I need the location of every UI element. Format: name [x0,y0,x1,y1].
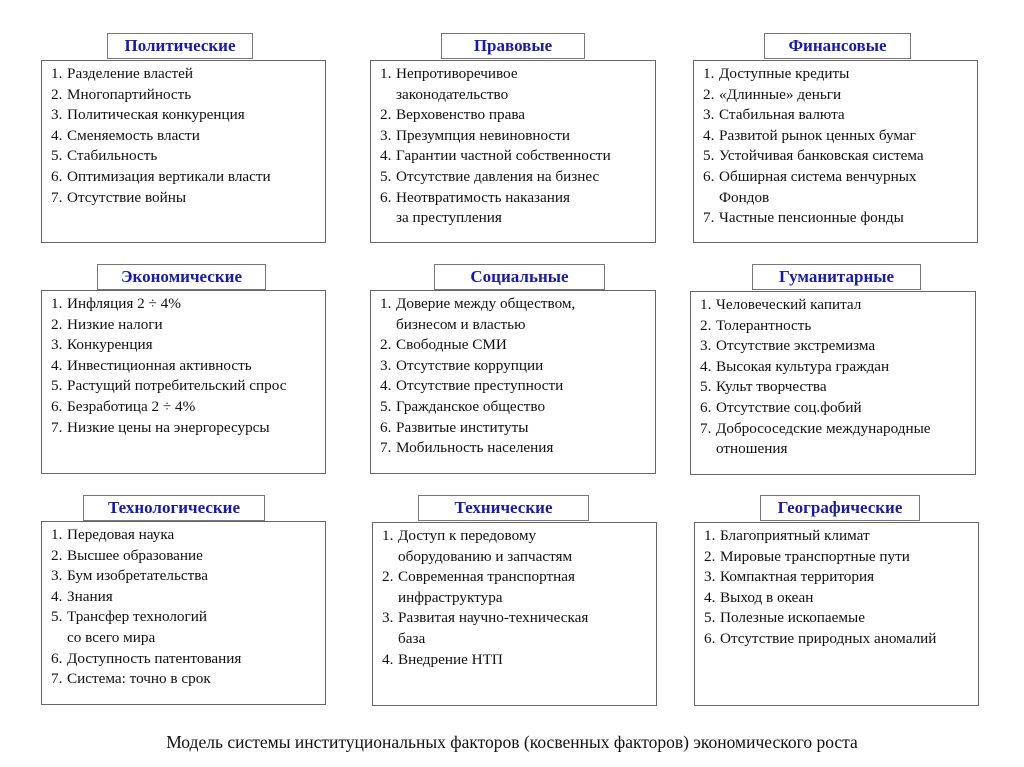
factor-text: Высшее образование [67,546,203,564]
factor-text: Устойчивая банковская система [719,147,924,165]
factor-text: Низкие налоги [67,315,163,333]
factor-text: Толерантность [716,316,812,334]
factor-text: Непротиворечивое законодательство [396,65,518,103]
factor-text: Доступ к передовому оборудованию и запчастям [398,527,573,565]
factor-list-item [703,126,971,147]
factor-number: 2. [380,106,392,124]
factor-text: Отсутствие соц.фобий [716,398,862,416]
group-title-economic: Экономические [97,264,266,290]
factor-number: 6. [51,167,63,185]
group-title-technological: Технологические [83,495,265,521]
factor-number: 2. [700,316,712,334]
factor-text: Гражданское общество [396,397,546,415]
factor-number: 5. [704,609,716,627]
factor-number: 3. [51,106,63,124]
factor-number: 6. [703,167,715,185]
factor-number: 4. [704,588,716,606]
factor-number: 3. [51,336,63,354]
factor-text: Неотвратимость наказания за преступления [396,188,571,227]
factor-number: 4. [700,357,712,375]
factor-text: Сменяемость власти [67,126,200,144]
factor-number: 4. [380,377,392,395]
factor-text: «Длинные» деньги [719,85,842,103]
factor-text: Выход в океан [720,588,814,606]
factor-text: Современная транспортная инфраструктура [398,568,575,606]
factor-text: Презумпция невиновности [396,126,571,144]
factor-text: Знания [67,587,113,605]
factor-list-item [51,126,319,147]
factor-number: 5. [380,167,392,185]
factor-list-item [380,438,649,459]
factor-number: 1. [380,65,392,82]
factor-list-item [700,295,969,316]
factor-list-item [704,547,972,568]
factor-text: Культ творчества [716,378,827,396]
factor-number: 4. [51,126,63,144]
factor-list-item [380,188,649,229]
factor-list-item [704,629,972,650]
factor-list-item [703,105,971,126]
factor-text: Многопартийность [67,85,192,103]
factor-number: 1. [382,527,394,544]
group-box-economic [41,290,326,474]
factor-number: 7. [51,418,63,436]
group-box-financial [693,60,978,243]
factor-number: 6. [700,398,712,416]
factor-text: Развитые институты [396,418,529,436]
factor-number: 4. [382,650,394,668]
factor-text: Гарантии частной собственности [396,147,611,165]
factor-number: 3. [380,356,392,374]
factor-number: 1. [703,65,715,82]
factor-text: Развитой рынок ценных бумаг [719,126,916,144]
group-box-technological [41,521,326,705]
factor-list-item [51,607,319,648]
factor-list-item [51,167,319,188]
factor-list-item [51,294,319,315]
factor-number: 3. [382,609,394,627]
factor-text: Отсутствие давления на бизнес [396,167,600,185]
factor-list-item [704,588,972,609]
factor-text: Растущий потребительский спрос [67,377,287,395]
factor-list-item [382,650,650,671]
factor-text: Передовая наука [67,526,175,543]
factor-list-item [380,418,649,439]
factor-number: 4. [51,587,63,605]
factor-text: Инвестиционная активность [67,356,252,374]
group-title-technical: Технические [418,495,589,521]
factor-number: 7. [51,188,63,206]
factor-number: 3. [700,337,712,355]
factor-number: 3. [703,106,715,124]
factor-number: 6. [51,397,63,415]
factor-list-item [51,105,319,126]
factor-list-item [380,335,649,356]
factor-number: 4. [51,356,63,374]
factor-text: Добрососедские международные отношения [716,419,931,458]
group-box-political [41,60,326,243]
diagram-caption: Модель системы институциональных факторов (косвенных факторов) экономического роста [166,732,858,752]
factor-number: 5. [51,608,63,626]
factor-number: 2. [51,85,63,103]
factor-number: 2. [382,568,394,586]
factor-list-item [703,146,971,167]
factor-number: 4. [380,147,392,165]
factor-number: 6. [51,649,63,667]
factor-number: 2. [380,336,392,354]
factor-list-item [700,398,969,419]
factor-list-item [51,356,319,377]
factor-list-item [51,669,319,690]
factor-text: Отсутствие преступности [396,377,564,395]
group-box-technical [372,522,657,706]
group-title-political: Политические [107,33,253,59]
factor-text: Доступные кредиты [719,65,850,82]
factor-list-item [51,418,319,439]
factor-number: 5. [380,397,392,415]
factor-list-item [51,397,319,418]
factor-list-item [382,608,650,649]
factor-list-item [51,546,319,567]
factor-list-item [51,376,319,397]
factor-list-item [380,376,649,397]
factor-text: Свободные СМИ [396,336,507,354]
factor-text: Отсутствие экстремизма [716,337,876,355]
factor-list-item [380,146,649,167]
factor-list-item [51,335,319,356]
factor-text: Обширная система венчурных Фондов [719,167,917,206]
factor-text: Разделение властей [67,65,194,82]
group-title-financial: Финансовые [764,33,911,59]
factor-list-item [51,649,319,670]
factor-list-item [704,608,972,629]
factor-text: Человеческий капитал [716,296,862,313]
factor-text: Отсутствие коррупции [396,356,544,374]
factor-text: Стабильная валюта [719,106,845,124]
factor-list-item [51,85,319,106]
factor-number: 3. [380,126,392,144]
group-box-legal [370,60,656,243]
factor-number: 6. [380,418,392,436]
factor-list-item [703,64,971,85]
factor-text: Благоприятный климат [720,527,870,544]
factor-text: Трансфер технологий со всего мира [67,608,208,646]
factor-text: Мобильность населения [396,439,554,457]
factor-list-item [700,336,969,357]
factor-number: 1. [51,295,63,312]
factor-number: 2. [704,547,716,565]
factor-list-item [51,566,319,587]
group-title-geographic: Географические [760,495,920,521]
factor-list-item [382,526,650,567]
factor-number: 7. [703,209,715,227]
factor-list-item [703,208,971,229]
factor-number: 7. [51,670,63,688]
factor-list-item [703,167,971,208]
factor-number: 6. [704,629,716,647]
factor-list-item [704,526,972,547]
factor-list-item [380,126,649,147]
group-title-humanitarian: Гуманитарные [752,264,921,290]
factor-text: Мировые транспортные пути [720,547,910,565]
factor-text: Частные пенсионные фонды [719,209,904,227]
factor-list-item [380,167,649,188]
factor-list-item [51,188,319,209]
factor-number: 5. [51,377,63,395]
group-box-social [370,290,656,474]
factor-number: 7. [700,419,712,437]
factor-text: Отсутствие войны [67,188,187,206]
group-title-legal: Правовые [441,33,585,59]
factor-list-item [51,525,319,546]
factor-list-item [700,357,969,378]
factor-list-item [51,315,319,336]
factor-number: 5. [51,147,63,165]
factor-number: 1. [700,296,712,313]
factor-text: Система: точно в срок [67,670,211,688]
factor-number: 4. [703,126,715,144]
factor-text: Верховенство права [396,106,526,124]
factor-number: 7. [380,439,392,457]
factor-text: Доверие между обществом, бизнесом и властью [396,295,576,333]
factor-number: 2. [51,315,63,333]
factor-number: 5. [700,378,712,396]
factor-text: Политическая конкуренция [67,106,245,124]
factor-number: 2. [703,85,715,103]
factor-text: Полезные ископаемые [720,609,865,627]
factor-list-item [700,316,969,337]
factor-number: 1. [51,65,63,82]
factor-number: 1. [51,526,63,543]
factor-list-item [700,419,969,460]
factor-text: Высокая культура граждан [716,357,890,375]
factor-list-item [51,587,319,608]
factor-number: 2. [51,546,63,564]
factor-list-item [51,64,319,85]
factor-list-item [380,64,649,105]
factor-text: Компактная территория [720,568,875,586]
factor-text: Стабильность [67,147,158,165]
factor-text: Конкуренция [67,336,153,354]
factor-number: 1. [380,295,392,312]
factor-list-item [380,294,649,335]
factor-list-item [380,105,649,126]
group-box-geographic [694,522,979,706]
factor-list-item [704,567,972,588]
factor-list-item [382,567,650,608]
factor-list-item [380,397,649,418]
factor-list-item [700,377,969,398]
group-box-humanitarian [690,291,976,475]
factor-list-item [380,356,649,377]
factor-list-item [51,146,319,167]
factor-number: 1. [704,527,716,544]
factor-list-item [703,85,971,106]
factor-text: Доступность патентования [67,649,242,667]
factor-text: Оптимизация вертикали власти [67,167,271,185]
factor-text: Внедрение НТП [398,650,503,668]
factor-number: 5. [703,147,715,165]
factor-text: Развитая научно-техническая база [398,609,589,647]
factor-text: Отсутствие природных аномалий [720,629,937,647]
group-title-social: Социальные [434,264,605,290]
factor-number: 3. [51,567,63,585]
factor-text: Безработица 2 ÷ 4% [67,397,196,415]
factor-text: Инфляция 2 ÷ 4% [67,295,181,312]
factor-text: Низкие цены на энергоресурсы [67,418,270,436]
factor-number: 3. [704,568,716,586]
factor-text: Бум изобретательства [67,567,208,585]
factor-number: 6. [380,188,392,206]
